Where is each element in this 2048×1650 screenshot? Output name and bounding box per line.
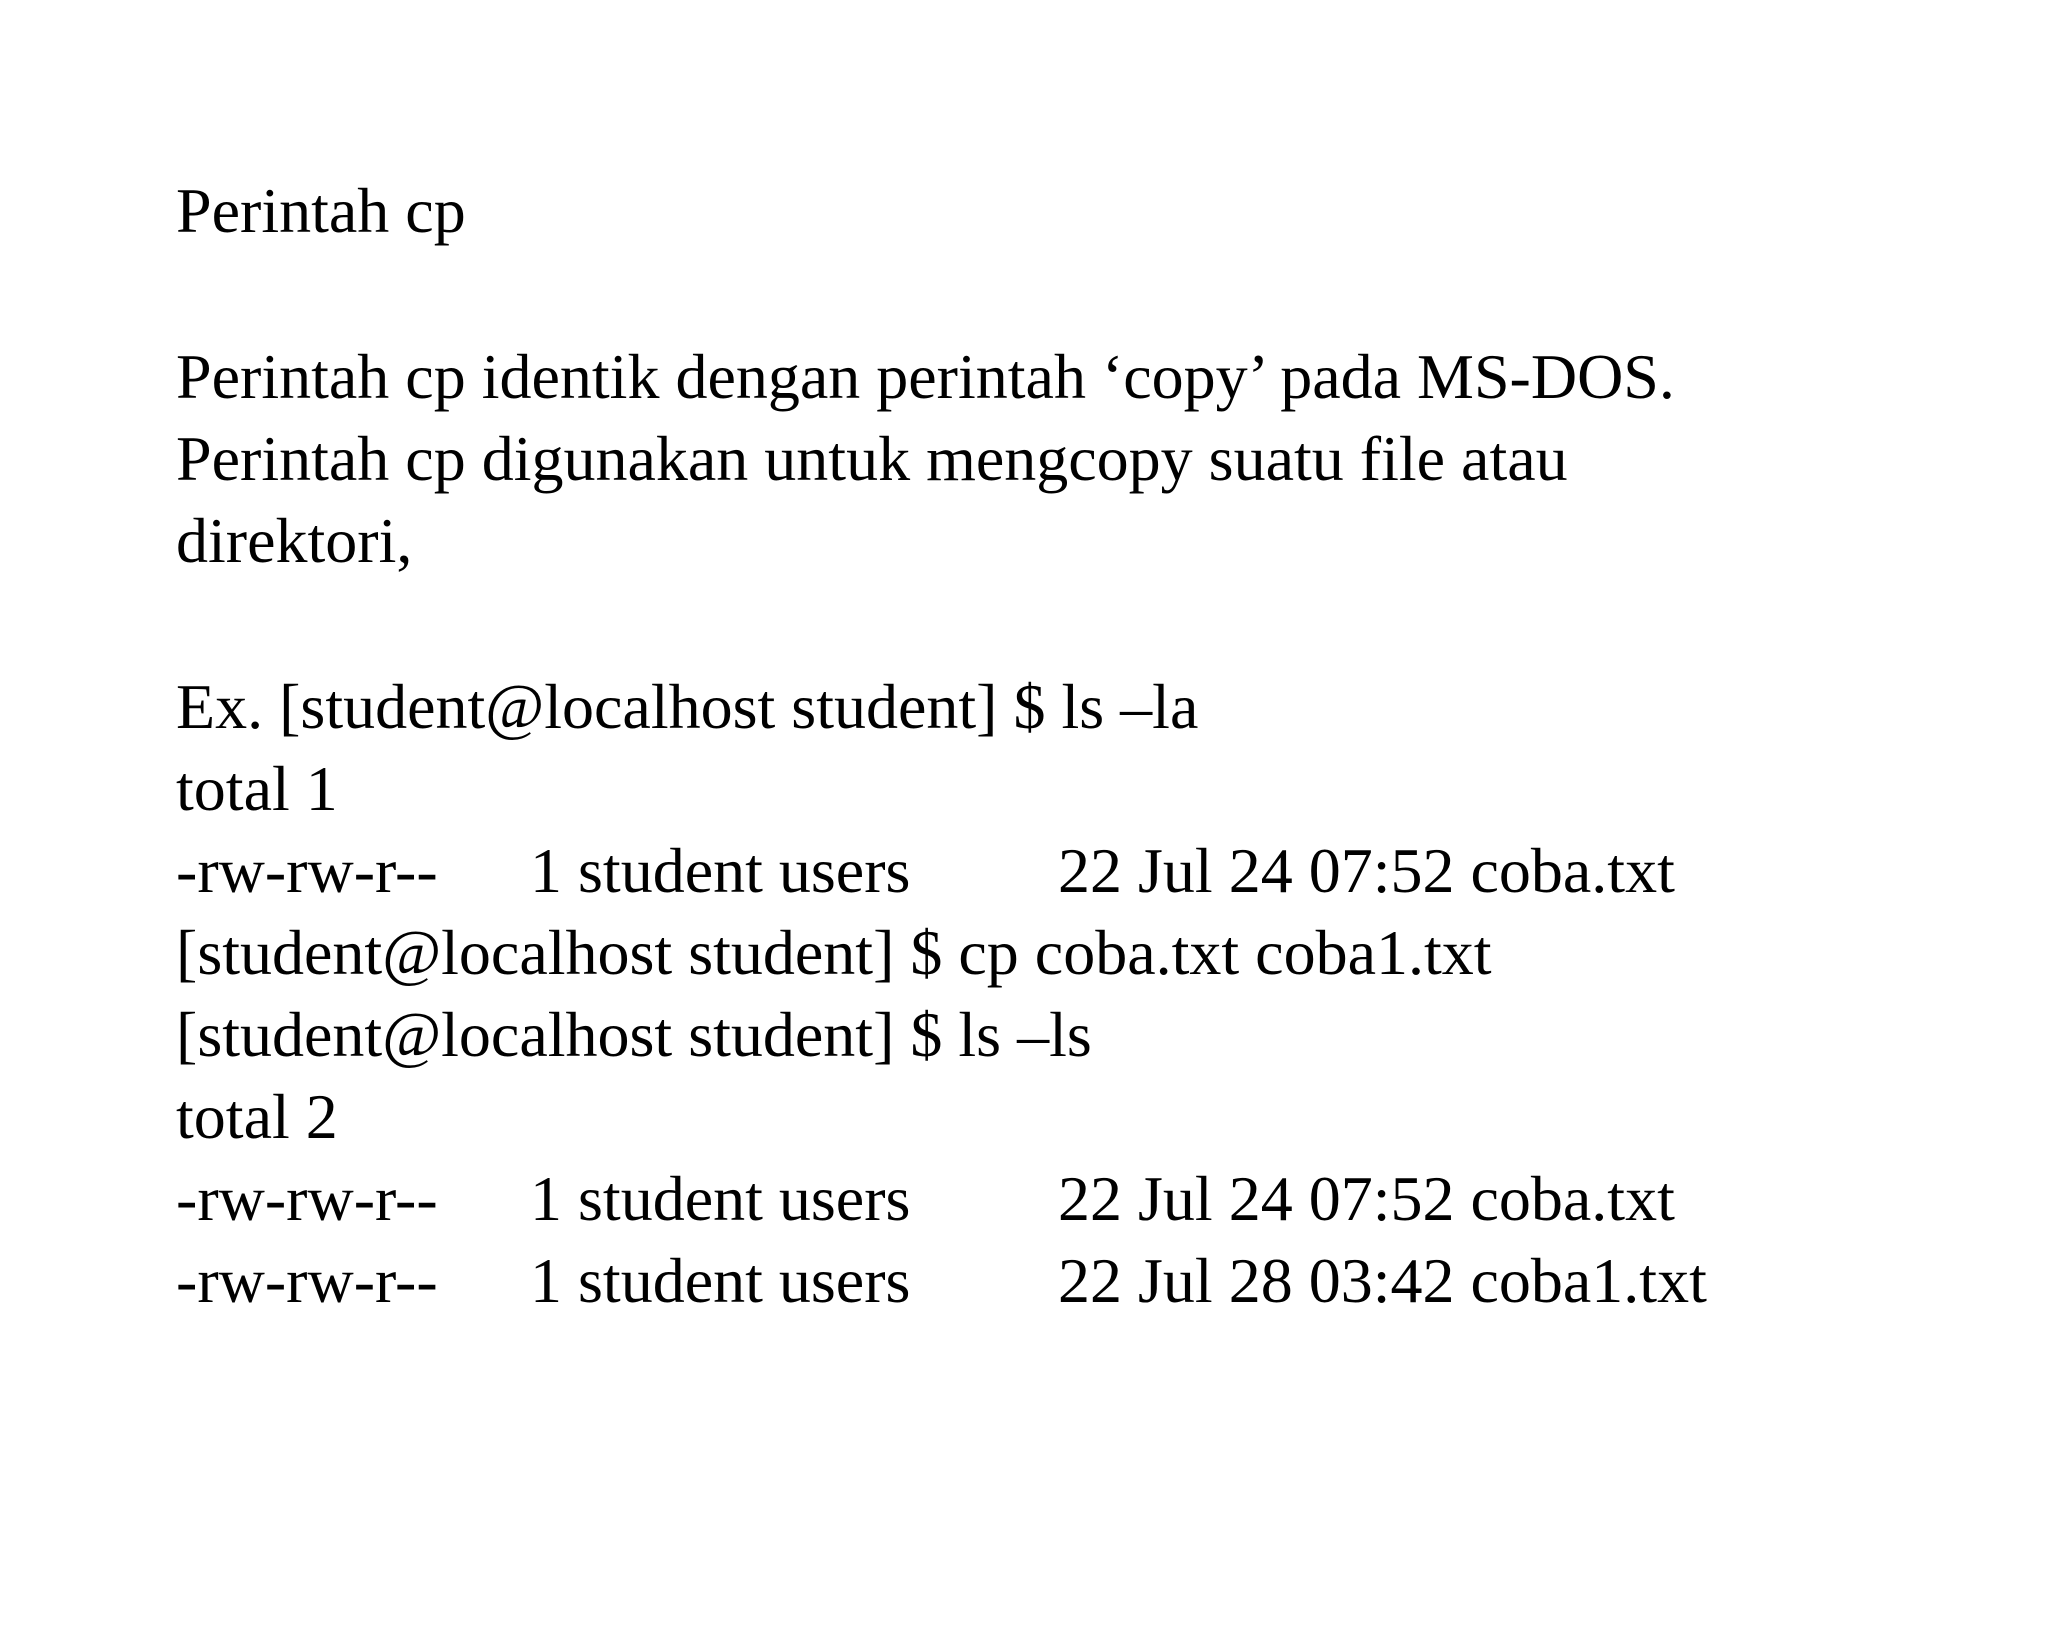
file-info: 22 Jul 24 07:52 coba.txt [1058,835,1675,906]
file-info: 22 Jul 24 07:52 coba.txt [1058,1163,1675,1234]
listing-row [176,1240,1876,1322]
file-permissions: -rw-rw-r-- [176,1245,438,1316]
paragraph-line-3: direktori, [176,505,413,576]
total-line-2: total 2 [176,1081,338,1152]
command-ls-la: Ex. [student@localhost student] $ ls –la [176,671,1199,742]
total-line-1: total 1 [176,753,338,824]
listing-row [176,830,1876,912]
command-ls-ls: [student@localhost student] $ ls –ls [176,999,1092,1070]
file-owner: 1 student users [530,1245,911,1316]
listing-row [176,1158,1876,1240]
file-permissions: -rw-rw-r-- [176,835,438,906]
command-cp: [student@localhost student] $ cp coba.txt coba1.txt [176,917,1492,988]
file-owner: 1 student users [530,1163,911,1234]
file-permissions: -rw-rw-r-- [176,1163,438,1234]
paragraph-line-1: Perintah cp identik dengan perintah ‘copy’ pada MS-DOS. [176,341,1675,412]
paragraph-line-2: Perintah cp digunakan untuk mengcopy suatu file atau [176,423,1568,494]
slide-title: Perintah cp [176,175,466,246]
file-info: 22 Jul 28 03:42 coba1.txt [1058,1245,1707,1316]
file-owner: 1 student users [530,835,911,906]
